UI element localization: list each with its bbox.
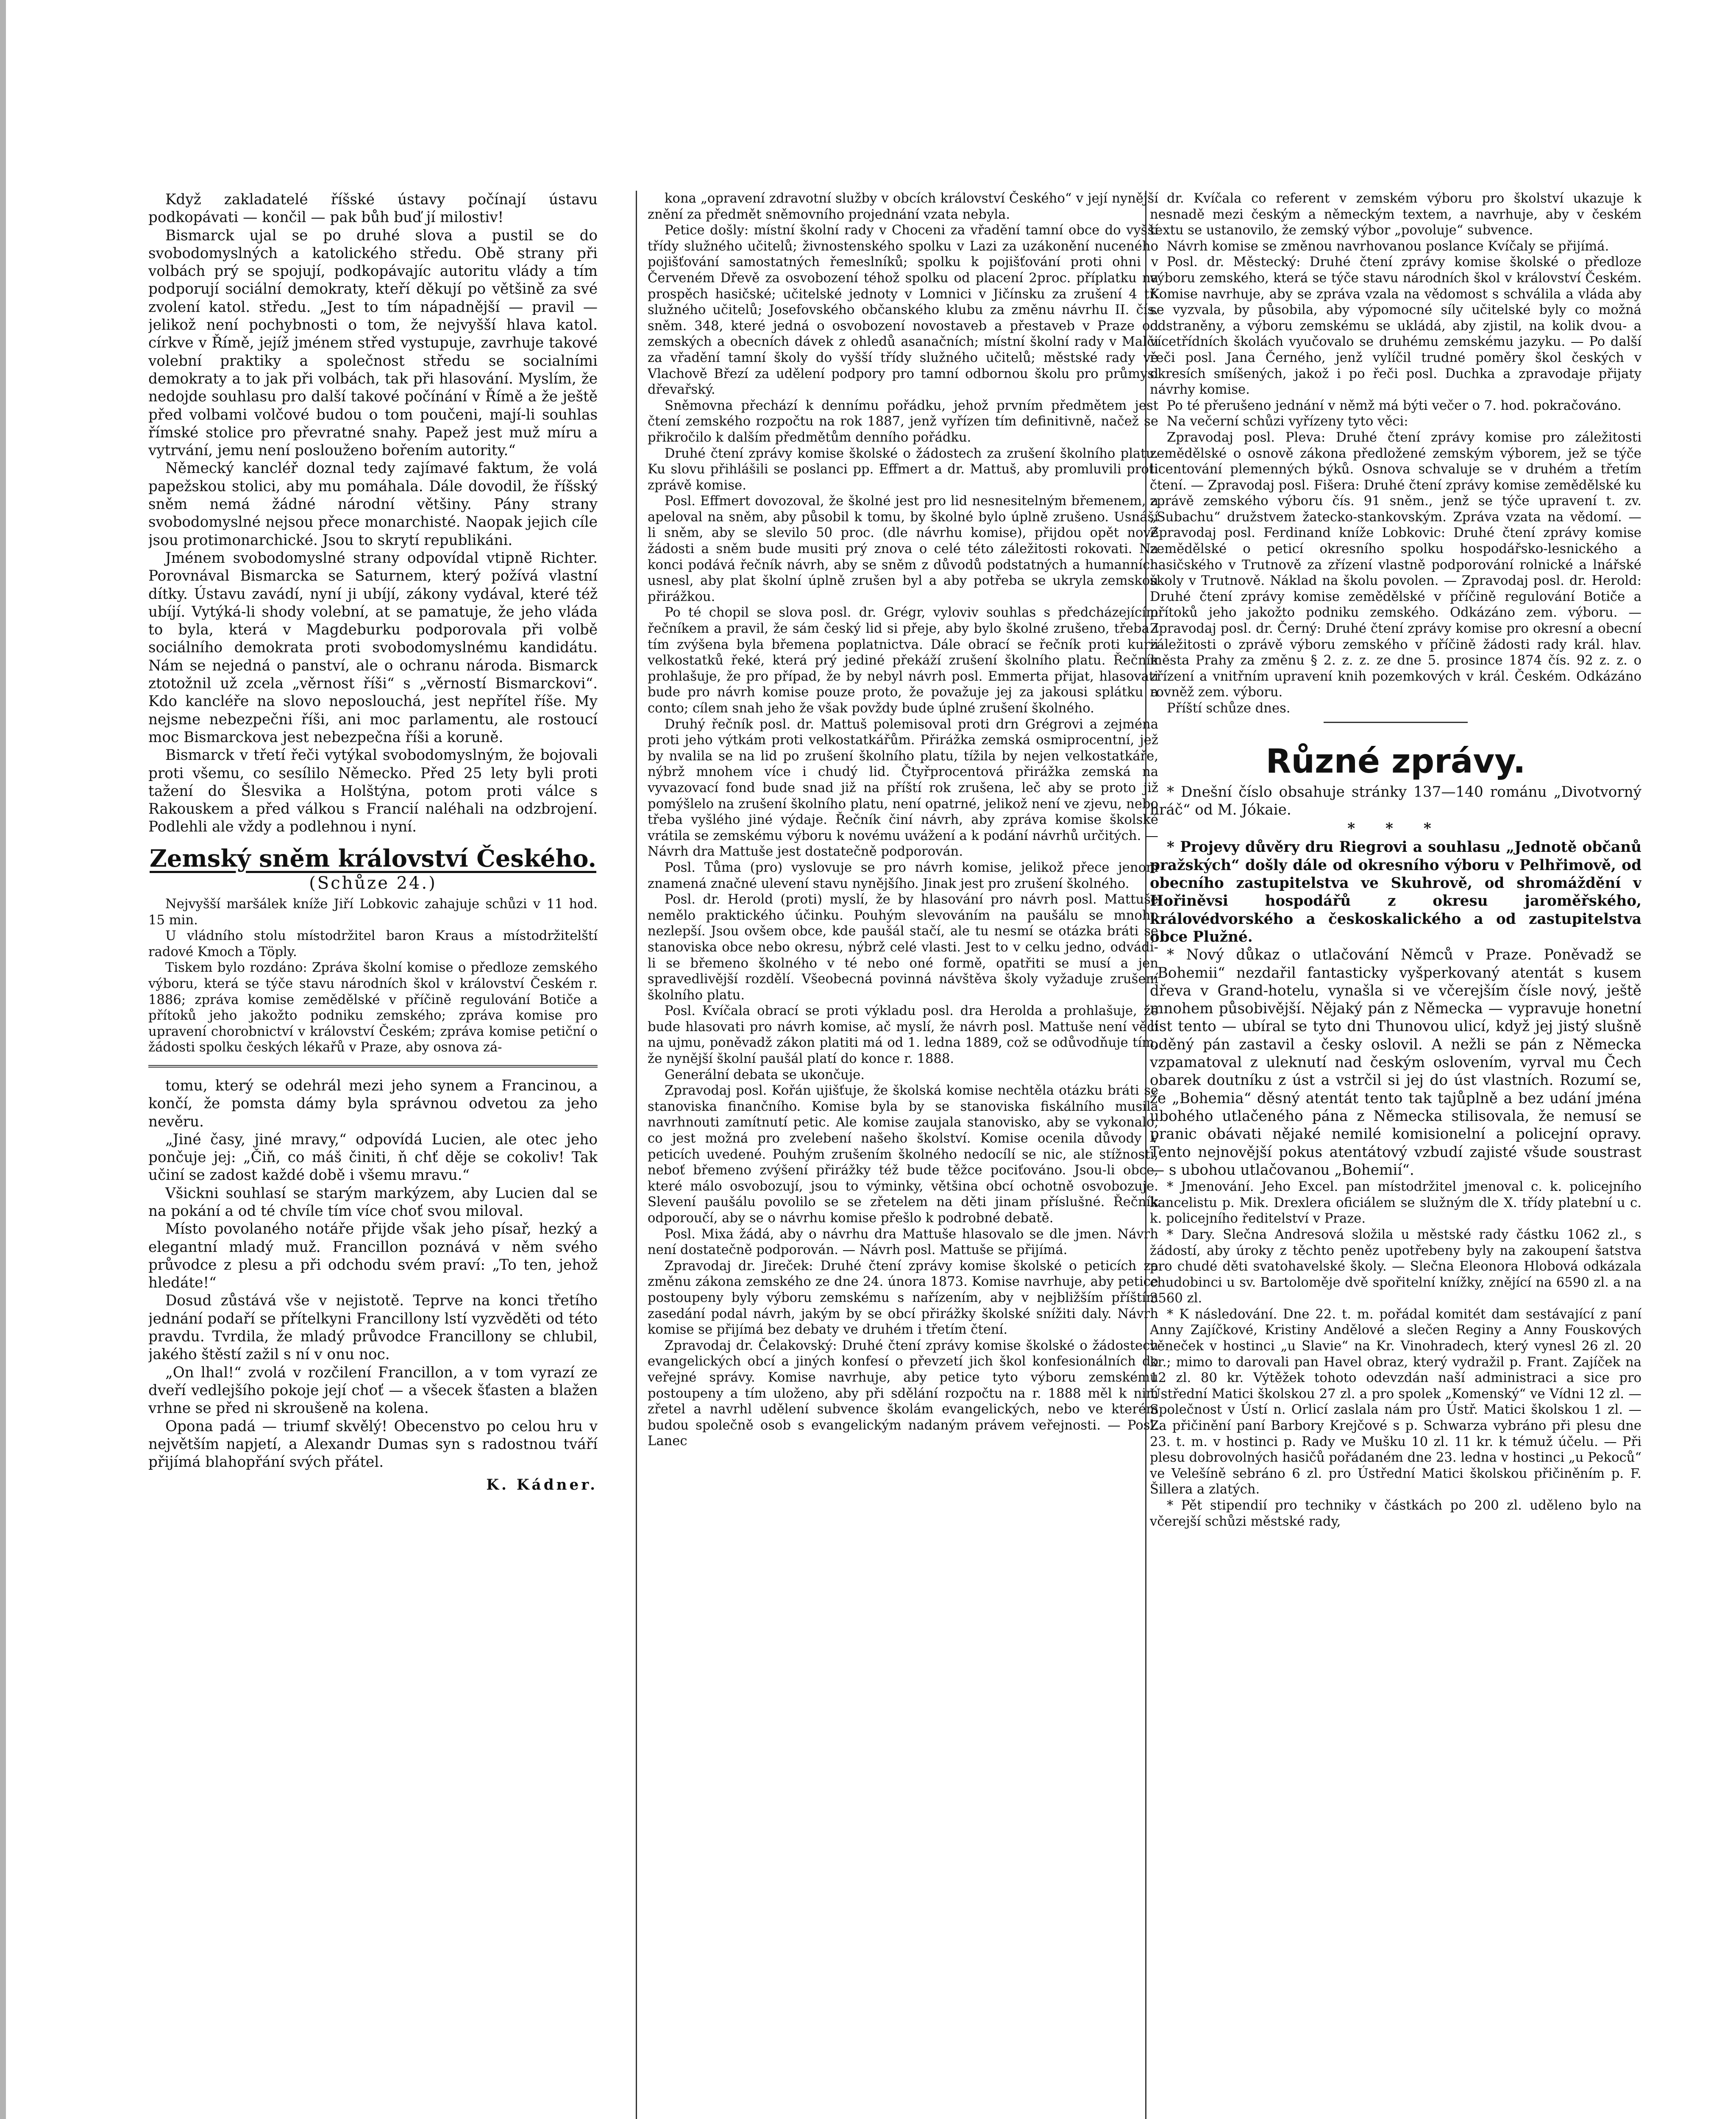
feuilleton-paragraph: „On lhal!“ zvolá v rozčilení Francillon, a v tom vyrazí ze dveří vedlejšího pokoje její choť — a všecek šťasten a blažen vrhne se před ni skroušeně na kolena. xyxy=(148,1364,598,1417)
article-paragraph: Druhé čtení zprávy komise školské o žádostech za zrušení školního platu. Ku slovu přihlášili se poslanci pp. Effmert a dr. Mattuš, aby promluvili proti zprávě komise. xyxy=(648,446,1158,493)
article-paragraph: Po té přerušeno jednání v němž má býti večer o 7. hod. pokračováno. xyxy=(1167,398,1622,413)
article-paragraph: Zpravodaj posl. Kořán ujišťuje, že školská komise nechtěla otázku bráti se stanoviska finančního. Komise byla by se stanoviska fiskálního musila navrhnouti zamítnutí petic. Ale komise zaujala stanovisko, aby se vykonalo, co jest možná pro zvelebení našeho školství. Komise ocenila důvody v peticích uvedené. Pouhým zrušením školného nedocílí se nic, ale stížnosti, neboť břemeno zvýšení přirážky též bude těžce pociťováno. Jsou-li obce, které málo osvobozují, jsou to výminky, většina obcí ochotně osvobozuje. Slevení paušálu povolilo se se zřetelem na děti jinam příslušné. Řečník odporoučí, aby se o návrhu komise přešlo k podrobné debatě. xyxy=(648,1083,1158,1226)
news-item: * Nový důkaz o utlačování Němců v Praze. Poněvadž se „Bohemii“ nezdařil fantasticky vyšperkovaný atentát s kusem dřeva v Grand-hotelu, vynašla si ve včerejším čísle nový, ještě mnohem působivější. Nějaký pán z Německa — vypravuje honetní list tento — ubíral se tyto dni Thunovou ulicí, když jej jistý slušně oděný pán zastavil a česky oslovil. A nežli se pán z Německa vzpamatoval z uleknutí nad českým oslovením, vyrval mu Čech obarek doutníku z úst a vstrčil si jej do úst vlastních. Rozumí se, že „Bohemia“ děsný atentát tento tak tajůplně a bez udání jména ubohého utlačeného pána z Německa stilisovala, že nemusí se pranic obávati nějaké nemilé komisionelní a policejní opravy. Tento nejnovější pokus atentátový vzbudí zajisté všude soustrast — s ubohou utlačovanou „Bohemií“. xyxy=(1150,946,1641,1179)
article-paragraph: Tiskem bylo rozdáno: Zpráva školní komise o předloze zemského výboru, která se týče stavu národních škol v království Českém r. 1886; zpráva komise zemědělské v příčině regulování Botiče a přítoků jeho jakožto podniku zemského; zpráva komise pro upravení chorobnictví v království Českém; zpráva komise petiční o žádosti spolku českých lékařů v Praze, aby osnova zá- xyxy=(148,960,598,1055)
newspaper-page xyxy=(148,191,1657,2119)
article-paragraph: Posl. dr. Herold (proti) myslí, že by hlasování pro návrh posl. Mattuše nemělo praktického účinku. Pouhým slevováním na paušálu se mnoho nezlepší. Jsou ovšem obce, kde paušál stačí, ale tu nesmí se otázka bráti se stanoviska obce nebo okresu, nýbrž celé vlasti. Jest to v celku jedno, odvádí-li se břemeno školného v té nebo oné formě, opatřiti se musí a jen spravedlivější rozdělí. Všeobecná povinná návštěva školy vyžaduje zrušení školního platu. xyxy=(648,892,1158,1003)
article-paragraph: Zpravodaj posl. Pleva: Druhé čtení zprávy komise pro záležitosti zemědělské o osnově zákona předložené zemským výborem, jež se týče licentování plemenných býků. Osnova schvaluje se v druhém a třetím čtení. — Zpravodaj posl. Fišera: Druhé čtení zprávy komise zemědělské ku zprávě zemského výboru čís. 91 sněm., jenž se týče upravení t. zv. „Subachu“ družstvem žatecko-stankovským. Zpráva vzata na vědomí. — Zpravodaj posl. Ferdinand kníže Lobkovic: Druhé čtení zprávy komise zemědělské o peticí okresního spolku hospodářsko-lesnického a hasičského v Trutnově za zřízení vlastně podporování rolnické a lnářské školy v Trutnově. Náklad na školu povolen. — Zpravodaj posl. dr. Herold: Druhé čtení zprávy komise zemědělské v příčině regulování Botiče a přítoků jeho jakožto podniku zemského. Odkázáno zem. výboru. — Zpravodaj posl. dr. Černý: Druhé čtení zprávy komise pro okresní a obecní záležitosti o zprávě výboru zemského v příčině žádosti rady král. hlav. města Prahy za změnu § 2. z. z. ze dne 5. prosince 1874 čís. 92 z. z. o zřízení a vnitřním upravení knih pozemkových v král. Českém. Odkázáno rovněž zem. výboru. xyxy=(1150,430,1641,700)
article-paragraph: Jménem svobodomyslné strany odpovídal vtipně Richter. Porovnával Bismarcka se Saturnem, který požívá vlastní dítky. Ústavu zavádí, nyní ji ubíjí, zákony vydával, které též ubíjí. Vytýká-li shody volební, at se pamatuje, že jeho vláda to byla, která v Magdeburku podporovala při volbě sociálního demokrata proti svobodomyslnému kandidátu. Nám se nejedná o panství, ale o ochranu národa. Bismarck ztotožnil už zcela „věrnost říši“ s „věrností Bismarckovi“. Kdo kancléře na slovo neposlouchá, jest nepřítel říše. My nejsme nebezpečni říši, ani moc parlamentu, ale rostoucí moc Bismarckova jest nebezpečna říši a koruně. xyxy=(148,549,598,746)
feuilleton-paragraph: Místo povolaného notáře přijde však jeho písař, hezký a elegantní mladý muž. Francillon poznává v něm svého průvodce z plesu a při odchodu svém praví: „To ten, jehož hledáte!“ xyxy=(148,1221,598,1292)
column-rule-1 xyxy=(636,191,637,2119)
news-item: * K následování. Dne 22. t. m. pořádal komitét dam sestávající z paní Anny Zajíčkové, Kristiny Andělové a slečen Reginy a Anny Fouskových věneček v hostinci „u Slavie“ na Kr. Vinohradech, který vynesl 26 zl. 20 kr.; mimo to darovali pan Havel obraz, který vydražil p. Frant. Zajíček na 12 zl. 80 kr. Výtěžek tohoto odevzdán naší administraci a sice pro Ústřední Matici školskou 27 zl. a pro spolek „Komenský“ ve Vídni 12 zl. — Společnost v Ústí n. Orlicí zaslala nám pro Ústř. Matici školskou 1 zl. — Za přičinění paní Barbory Krejčové s p. Schwarza vybráno při plesu dne 23. t. m. v hostinci p. Rady ve Mušku 10 zl. 11 kr. k témuž účelu. — Při plesu dobrovolných hasičů pořádaném dne 23. ledna v hostinci „u Pekoců“ ve Velešíně sebráno 6 zl. pro Ústřední Matici školskou přičiněním p. F. Šillera a zlatých. xyxy=(1150,1307,1641,1497)
news-item: * Dary. Slečna Andresová složila u městské rady částku 1062 zl., s žádostí, aby úroky z těchto peněz upotřebeny byly na zakoupení šatstva pro chudé děti svatohavelské školy. — Slečna Eleonora Hlobová odkázala chudobinci u sv. Bartoloměje dvě spořitelní knížky, znějící na 6590 zl. a na 3560 zl. xyxy=(1150,1227,1641,1306)
news-item: * Projevy důvěry dru Riegrovi a souhlasu „Jednotě občanů pražských“ došly dále od okresního výboru v Pelhřimově, od obecního zastupitelstva ve Skuhrově, od shromáždění v Hořiněvsi hospodářů z okresu jaroměřského, královédvorského a českoskalického a od zastupitelstva obce Plužné. xyxy=(1150,839,1641,945)
article-paragraph: dr. Kvíčala co referent v zemském výboru pro školství ukazuje k nesnadě mezi českým a německým textem, a navrhuje, aby v českém textu se ustanovilo, že zemský výbor „povoluje“ subvence. xyxy=(1150,191,1641,238)
article-paragraph: Bismarck ujal se po druhé slova a pustil se do svobodomyslných a katolického středu. Obě strany při volbách prý se spojují, podkopávajíc autoritu vlády a tím podporují sociální demokraty, kteří děkují po většině za své zvolení katol. středu. „Jest to tím nápadnější — pravil — jelikož není pochybnosti o tom, že nejvyšší hlava katol. církve v Římě, jejíž jménem střed vystupuje, zavrhuje takové volební praktiky a společnost středu se socialními demokraty a to jak při volbách, tak při hlasování. Myslím, že nedojde souhlasu pro další takové počínání v Římě a že ještě před volbami volčové budou o tom poučeni, mají-li souhlas římské stolice pro převratné snahy. Papež jest muž míru a vytrvání, jemu není poslouženo bořením autority.“ xyxy=(148,227,598,459)
column-2 xyxy=(648,191,1158,2119)
article-paragraph: Když zakladatelé říšské ústavy počínají ústavu podkopávati — končil — pak bůh buď jí milostiv! xyxy=(148,191,598,226)
feuilleton-paragraph: Dosud zůstává vše v nejistotě. Teprve na konci třetího jednání podaří se přítelkyni Francillony lstí vyzvěděti od této pravdu. Tvrdila, že mladý průvodce Francillony se chlubil, jakého štěstí zažil s ní v onu noc. xyxy=(148,1292,598,1363)
article-paragraph: Posl. dr. Městecký: Druhé čtení zprávy komise školské o předloze výboru zemského, která se týče stavu národních škol v království Českém. Komise navrhuje, aby se zpráva vzala na vědomost s schválila a vláda aby se vyzvala, by působila, aby výpomocné síly učitelské byly co možná odstraněny, a výboru zemskému se ukládá, aby zjistil, na kolik dvou- a vícetřídních školách vyučovalo se druhému zemskému jazyku. — Po další řeči posl. Jana Černého, jenž vylíčil trudné poměry škol českých v okresích smíšených, jakož i po řeči posl. Duchka a zpravodaje přijaty návrhy komise. xyxy=(1150,255,1641,398)
article-paragraph: Druhý řečník posl. dr. Mattuš polemisoval proti drn Grégrovi a zejména proti jeho výtkám proti velkostatkářům. Přirážka zemská osmiprocentní, jež by nvalila se na lid po zrušení školního platu, tížila by nejen velkostatkáře, nýbrž mnohem více i chudý lid. Čtyřprocentová přirážka zemská na vyvazovací fond bude snad již na příští rok zrušena, leč aby se proto již pomýšlelo na zrušení školního platu, není opatrné, jelikož není ve zjevu, nebo třeba vyšlého jiné výdaje. Řečník činí návrh, aby zpráva komise školské vrátila se zemskému výboru k novému uvážení a k podání návrhů určitých. — Návrh dra Mattuše jest dostatečně podporován. xyxy=(648,717,1158,859)
article-paragraph: Zpravodaj dr. Jireček: Druhé čtení zprávy komise školské o peticích za změnu zákona zemského ze dne 24. února 1873. Komise navrhuje, aby petice postoupeny byly výboru zemskému s nařízením, aby v nejbližším příštím zasedání podal návrh, jakým by se obcí přirážky školské snížiti daly. Návrh komise se přijímá bez debaty ve druhém i třetím čtení. xyxy=(648,1258,1158,1338)
asterism: * * * xyxy=(1347,820,1444,837)
scan-left-edge xyxy=(0,0,6,2119)
article-paragraph: Posl. Mixa žádá, aby o návrhu dra Mattuše hlasovalo se dle jmen. Návrh není dostatečně podporován. — Návrh posl. Mattuše se přijímá. xyxy=(648,1226,1158,1258)
author-signature: K. Kádner. xyxy=(486,1477,598,1494)
column-3 xyxy=(1150,191,1641,2119)
article-paragraph: Návrh komise se změnou navrhovanou poslance Kvíčaly se přijímá. xyxy=(1167,239,1609,254)
page-top-margin xyxy=(0,0,1736,11)
feuilleton-paragraph: tomu, který se odehrál mezi jeho synem a Francinou, a končí, že pomsta dámy byla správnou odvetou za jeho nevěru. xyxy=(148,1077,598,1130)
article-paragraph: Sněmovna přechází k dennímu pořádku, jehož prvním předmětem jest čtení zemského rozpočtu na rok 1887, jenž vyřízen tím definitivně, načež se přikročilo k dalším předmětům denního pořádku. xyxy=(648,398,1158,445)
article-paragraph: Německý kancléř doznal tedy zajímavé faktum, že volá papežskou stolici, aby mu pomáhala. Dále dovodil, že říšský sněm nemá žádné národní většiny. Pány strany svobodomyslné nejsou přece monarchisté. Naopak jejich cíle jsou protimonarchické. Jsou to skrytí republikáni. xyxy=(148,460,598,549)
feuilleton-divider xyxy=(148,1065,598,1068)
session-number: (Schůze 24.) xyxy=(309,873,437,893)
article-paragraph: Nejvyšší maršálek kníže Jiří Lobkovic zahajuje schůzi v 11 hod. 15 min. xyxy=(148,896,598,928)
section-heading-ruzne-zpravy: Různé zprávy. xyxy=(1266,742,1526,781)
article-paragraph: Generální debata se ukončuje. xyxy=(665,1067,865,1082)
article-paragraph: Po té chopil se slova posl. dr. Grégr, vyloviv souhlas s předcházejícím řečníkem a pravil, že sám český lid si přeje, aby bylo školné zrušeno, třeba i tím zvýšena byla břemena poplatnictva. Dále obrací se řečník proti kurii velkostatků řeké, která prý jediné překáží zrušení školního platu. Řečník prohlašuje, že pro případ, že by nebyl návrh posl. Emmerta přijat, hlasovati bude pro návrh komise pouze proto, že považuje jej za jakousi splátku a conto; cílem snah jeho že však povždy bude úplné zrušení školného. xyxy=(648,605,1158,716)
article-paragraph: Zpravodaj dr. Čelakovský: Druhé čtení zprávy komise školské o žádostech evangelických obcí a jiných konfesí o převzetí jich škol konfesionálních do veřejné správy. Komise navrhuje, aby petice tyto výboru zemskému postoupeny a tím uloženo, aby při sdělání rozpočtu na r. 1888 měl k nim zřetel a navrhl udělení subvence školám evangelických, nebo ve kterém budou společně osob s evangelickým nadaným právem veřejnosti. — Posl. Lanec xyxy=(648,1338,1158,1449)
article-paragraph: Bismarck v třetí řeči vytýkal svobodomyslným, že bojovali proti všemu, co sesílilo Německo. Před 25 lety byli proti tažení do Šlesvika a Holštýna, potom proti válce s Rakouskem a před válkou s Francií naléhali na odzbrojení. Podlehli ale vždy a podlehnou i nyní. xyxy=(148,747,598,836)
article-paragraph: Posl. Kvíčala obrací se proti výkladu posl. dra Herolda a prohlašuje, že bude hlasovati pro návrh komise, ač myslí, že návrh posl. Mattuše není věcí na ujmu, poněvadž zákon platiti má od 1. ledna 1889, což se odůvodňuje tím, že nynější školní paušál platí do konce r. 1888. xyxy=(648,1004,1158,1067)
column-1 xyxy=(148,191,598,2119)
article-paragraph: Příští schůze dnes. xyxy=(1167,701,1291,716)
section-divider xyxy=(1324,722,1468,723)
feuilleton-paragraph: Všickni souhlasí se starým markýzem, aby Lucien dal se na pokání a od té chvíle tím více choť svou miloval. xyxy=(148,1185,598,1220)
article-paragraph: U vládního stolu místodržitel baron Kraus a místodržitelští radové Kmoch a Töply. xyxy=(148,929,598,959)
news-item: * Dnešní číslo obsahuje stránky 137—140 románu „Divotvorný hráč“ od M. Jókaie. xyxy=(1150,783,1641,818)
article-paragraph: Na večerní schůzi vyřízeny tyto věci: xyxy=(1167,414,1408,429)
article-paragraph: Posl. Tůma (pro) vyslovuje se pro návrh komise, jelikož přece jenom znamená značné ulevení stavu nynějšího. Jinak jest pro zrušení školného. xyxy=(648,860,1158,891)
article-paragraph: Petice došly: místní školní rady v Choceni za vřadění tamní obce do vyšší třídy služného učitelů; živnostenského spolku v Lazi za uzákonění nuceného pojišťování samostatných řemeslníků; spolku k pojišťování proti ohni v Červeném Dřevě za osvobození téhož spolku od placení 2proc. příplatku na prospěch hasičské; učitelské jednoty v Lomnici v Jičínsku za zrušení 4 tř. služného učitelů; Josefovského občanského klubu za změnu návrhu II. čís. sněm. 348, které jedná o osvobození novostaveb a přestaveb v Praze od zemských a obecních dávek z ohledů asanačních; místní školní rady v Malči za vřadění tamní školy do vyšší třídy služného učitelů; městské rady ve Vlachově Březí za udělení podpory pro tamní odbornou školu pro průmysl dřevařský. xyxy=(648,223,1158,398)
feuilleton-paragraph: „Jiné časy, jiné mravy,“ odpovídá Lucien, ale otec jeho pončuje jej: „Čiň, co máš činiti, ň chť děje se cokoliv! Tak učiní se zadost každé době i všemu mravu.“ xyxy=(148,1131,598,1184)
news-item: * Pět stipendií pro techniky v částkách po 200 zl. uděleno bylo na včerejší schůzi městské rady, xyxy=(1150,1498,1641,1529)
news-item: * Jmenování. Jeho Excel. pan místodržitel jmenoval c. k. policejního kancelistu p. Mik. Drexlera oficiálem se služným dle X. třídy platební u c. k. policejního ředitelství v Praze. xyxy=(1150,1179,1641,1226)
article-paragraph: Posl. Effmert dovozoval, že školné jest pro lid nesnesitelným břemenem, a apeloval na sněm, aby působil k tomu, by školné bylo úplně zrušeno. Usnáší li sněm, aby se slevilo 50 proc. (dle návrhu komise), přijdou opět nové žádosti a sněm bude musiti prý znova o celé této záležitosti rokovati. Na konci podává řečník návrh, aby se sněm z důvodů podstatných a humanních usnesl, aby plat školní úplně zrušen byl a aby potřeba se ukryla zemskou přirážkou. xyxy=(648,494,1158,604)
feuilleton-paragraph: Opona padá — triumf skvělý! Obecenstvo po celou hru v největším napjetí, a Alexandr Dumas syn s radostnou tváří přijímá blahopřání svých přátel. xyxy=(148,1418,598,1471)
section-heading-zemsky-snem: Zemský sněm království Českého. xyxy=(150,844,596,873)
article-paragraph: kona „opravení zdravotní služby v obcích království Českého“ v její nynější znění za předmět sněmovního projednání vzata nebyla. xyxy=(648,191,1158,222)
